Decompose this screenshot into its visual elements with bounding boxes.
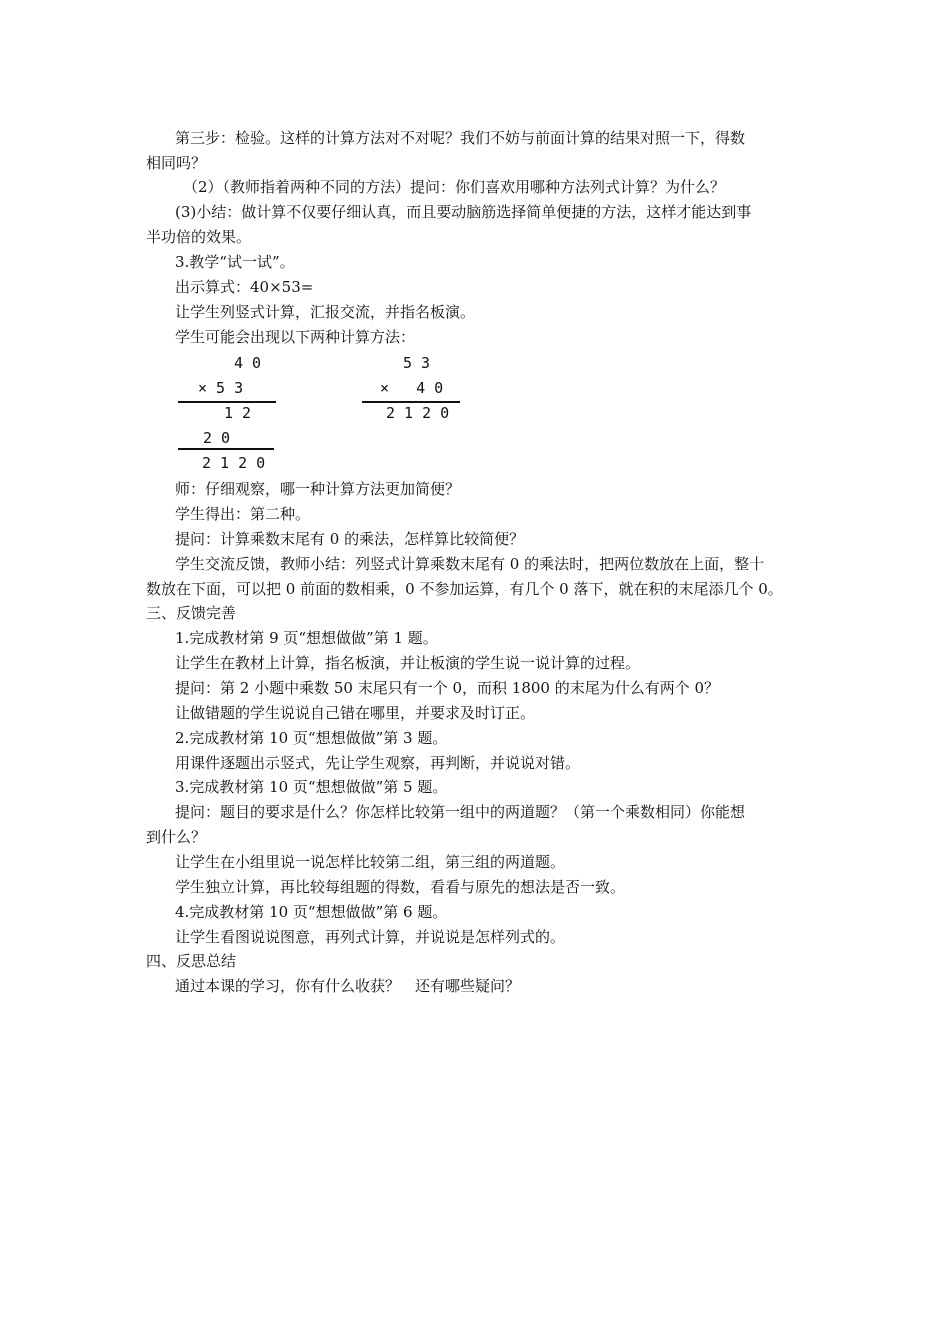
calculation-rule <box>178 448 274 450</box>
text-line: 提问：计算乘数末尾有 0 的乘法，怎样算比较简便？ <box>175 530 525 548</box>
text-line: 提问：题目的要求是什么？你怎样比较第一组中的两道题？（第一个乘数相同）你能想 <box>175 803 746 821</box>
text-line: 第三步：检验。这样的计算方法对不对呢？我们不妨与前面计算的结果对照一下，得数 <box>175 129 746 147</box>
text-line: 师：仔细观察，哪一种计算方法更加简便？ <box>175 480 461 498</box>
text-line: 3.教学“试一试”。 <box>175 253 295 271</box>
text-line: 学生可能会出现以下两种计算方法： <box>175 328 416 346</box>
text-line: 学生交流反馈，教师小结：列竖式计算乘数末尾有 0 的乘法时，把两位数放在上面，整十 <box>175 555 765 573</box>
text-line: 数放在下面，可以把 0 前面的数相乘，0 不参加运算，有几个 0 落下，就在积的末尾添几个 0。 <box>146 580 783 598</box>
text-line: 通过本课的学习，你有什么收获？ 还有哪些疑问？ <box>175 977 521 995</box>
multiplier: × 5 3 <box>198 379 244 397</box>
section-heading: 三、反馈完善 <box>146 604 237 622</box>
text-line: 相同吗？ <box>146 154 207 172</box>
text-line: 让学生在教材上计算，指名板演，并让板演的学生说一说计算的过程。 <box>175 654 641 672</box>
text-line: 提问：第 2 小题中乘数 50 末尾只有一个 0，而积 1800 的末尾为什么有两个 0？ <box>175 679 720 697</box>
partial-product: 1 2 <box>224 404 252 422</box>
text-line: (3)小结：做计算不仅要仔细认真，而且要动脑筋选择简单便捷的方法，这样才能达到事 <box>175 203 752 221</box>
text-line: 4.完成教材第 10 页“想想做做”第 6 题。 <box>175 903 448 921</box>
text-line: 3.完成教材第 10 页“想想做做”第 5 题。 <box>175 778 448 796</box>
text-line: 1.完成教材第 9 页“想想做做”第 1 题。 <box>175 629 438 647</box>
text-line: 2.完成教材第 10 页“想想做做”第 3 题。 <box>175 729 448 747</box>
section-heading: 四、反思总结 <box>146 952 237 970</box>
text-line: （2）（教师指着两种不同的方法）提问：你们喜欢用哪种方法列式计算？为什么？ <box>183 178 726 196</box>
multiplicand: 4 0 <box>234 354 262 372</box>
product: 2 1 2 0 <box>386 404 450 422</box>
text-line: 半功倍的效果。 <box>146 228 252 246</box>
text-line: 让学生列竖式计算，汇报交流，并指名板演。 <box>175 303 476 321</box>
product: 2 1 2 0 <box>202 454 266 472</box>
text-line: 到什么？ <box>146 828 207 846</box>
text-line: 让做错题的学生说说自己错在哪里，并要求及时订正。 <box>175 704 536 722</box>
multiplicand: 5 3 <box>403 354 431 372</box>
text-line: 学生独立计算，再比较每组题的得数，看看与原先的想法是否一致。 <box>175 878 626 896</box>
text-line: 学生得出：第二种。 <box>175 505 311 523</box>
text-line: 用课件逐题出示竖式，先让学生观察，再判断，并说说对错。 <box>175 754 581 772</box>
partial-product: 2 0 <box>203 429 231 447</box>
text-line: 出示算式：40×53= <box>175 278 314 296</box>
text-line: 让学生看图说说图意，再列式计算，并说说是怎样列式的。 <box>175 928 566 946</box>
multiplier: × 4 0 <box>380 379 444 397</box>
text-line: 让学生在小组里说一说怎样比较第二组，第三组的两道题。 <box>175 853 566 871</box>
